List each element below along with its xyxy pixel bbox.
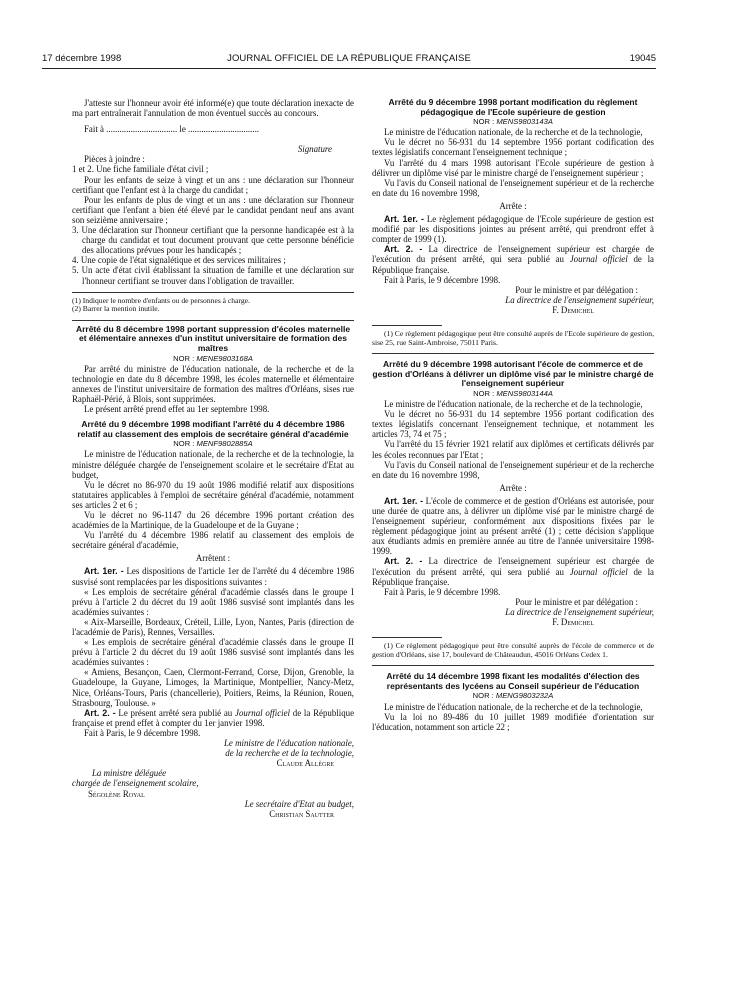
signatory-role: de la recherche et de la technologie, bbox=[225, 748, 354, 759]
right-column bbox=[372, 98, 654, 732]
signatory-name: Ségolène Royal bbox=[88, 788, 145, 799]
decree-paragraph: Vu le décret no 56-931 du 14 septembre 1956 portant codification des textes législatifs concernant l'enseignement technique, et notamment les articles 73, 74 et 75 ; bbox=[372, 409, 654, 440]
decree-paragraph: Vu le décret no 86-970 du 19 août 1986 modifié relatif aux dispositions statutaires applicables à l'emploi de secrétaire général d'académie, notamment ses articles 2 et 6 ; bbox=[72, 479, 354, 510]
piece-item: 4. Une copie de l'état signalétique et des services militaires ; bbox=[72, 255, 286, 266]
fait-date: Fait à Paris, le 9 décembre 1998. bbox=[384, 586, 501, 597]
decree-title: Arrêté du 9 décembre 1998 autorisant l'école de commerce et de gestion d'Orléans à délivrer un diplôme visé par le ministre chargé de l'enseignement supérieur bbox=[372, 359, 654, 389]
footnote: (1) Indiquer le nombre d'enfants ou de personnes à charge. bbox=[72, 295, 250, 305]
nor-reference: NOR : MENF9802885A bbox=[173, 439, 253, 449]
decree-paragraph: Vu l'avis du Conseil national de l'enseignement supérieur et de la recherche en date du 16 novembre 1998, bbox=[372, 177, 654, 198]
arrete-label: Arrête : bbox=[499, 200, 527, 211]
arretent-label: Arrêtent : bbox=[195, 553, 231, 564]
piece-item: 5. Un acte d'état civil établissant la situation de famille et une déclaration sur l'honneur certifiant se trouver dans l'obligation de travailler. bbox=[72, 265, 354, 286]
signatory-name: F. Demichel bbox=[552, 617, 594, 627]
footnote: (2) Barrer la mention inutile. bbox=[72, 304, 160, 314]
decree-paragraph: Vu l'arrêté du 4 mars 1998 autorisant l'Ecole supérieure de gestion à délivrer un diplôme visé par le ministre chargé de l'enseignement supérieur ; bbox=[372, 157, 654, 178]
signatory-role: La ministre déléguée bbox=[92, 768, 167, 779]
nor-reference: NOR : MENG9803232A bbox=[472, 691, 554, 701]
decree-paragraph: Le ministre de l'éducation nationale, de la recherche et de la technologie, la ministre déléguée chargée de l'enseignement scolaire et le secrétaire d'Etat au budget, bbox=[72, 449, 354, 480]
header-rule bbox=[42, 68, 656, 69]
signatory-name: Claude Allègre bbox=[276, 758, 334, 769]
decree-paragraph: Vu l'arrêté du 15 février 1921 relatif aux diplômes et certificats délivrés par les écoles reconnues par l'Etat ; bbox=[372, 439, 654, 460]
pieces-heading: Pièces à joindre : bbox=[84, 154, 145, 165]
article-1: Art. 1er. - Le règlement pédagogique de l'Ecole supérieure de gestion est modifié par les dispositions jointes au présent arrêté, qui prendront effet à compter de 1999 (1). bbox=[372, 214, 654, 245]
article-quote: « Les emplois de secrétaire général d'académie classés dans le groupe I prévu à l'article 2 du décret du 19 août 1986 susvisé sont implantés dans les académies suivantes : bbox=[72, 586, 354, 617]
footnote: (1) Ce règlement pédagogique peut être consulté auprès de l'école de commerce et de gestion d'Orléans, sise 17, boulevard de Châteaudun, 45016 Orléans Cedex 1. bbox=[372, 641, 654, 659]
signatory-name: F. Demichel bbox=[552, 304, 594, 315]
decree-paragraph: Par arrêté du ministre de l'éducation nationale, de la recherche et de la technologie en date du 8 décembre 1998, les écoles maternelle et élémentaire annexes de l'institut universitaire de formation des maîtres d'Orléans, sises rue Raphaël-Périé, à Blois, sont supprimées. bbox=[72, 363, 354, 404]
left-column bbox=[72, 98, 354, 819]
decree-paragraph: Le ministre de l'éducation nationale, de la recherche et de la technologie, bbox=[384, 701, 643, 712]
decree-paragraph: Vu le décret no 56-931 du 14 septembre 1956 portant codification des textes législatifs concernant l'enseignement technique ; bbox=[372, 137, 654, 158]
signature-label: Signature bbox=[297, 144, 332, 155]
header-date: 17 décembre 1998 bbox=[42, 53, 122, 64]
signatory-role: Le secrétaire d'Etat au budget, bbox=[244, 798, 354, 809]
article-quote: « Les emplois de secrétaire général d'académie classés dans le groupe II prévu à l'article 2 du décret du 19 août 1986 susvisé sont implantés dans les académies suivantes : bbox=[72, 637, 354, 668]
signatory-pre: Pour le ministre et par délégation : bbox=[515, 284, 638, 295]
decree-paragraph: Le ministre de l'éducation nationale, de la recherche et de la technologie, bbox=[384, 399, 643, 410]
signatory-role: La directrice de l'enseignement supérieur, bbox=[505, 294, 654, 305]
page-header bbox=[42, 53, 656, 67]
fait-date: Fait à Paris, le 9 décembre 1998. bbox=[384, 274, 501, 285]
decree-title: Arrêté du 9 décembre 1998 modifiant l'arrêté du 4 décembre 1986 relatif au classement des emplois de secrétaire général d'académie bbox=[77, 419, 349, 439]
article-1: Art. 1er. - Les dispositions de l'article 1er de l'arrêté du 4 décembre 1986 susvisé sont remplacées par les dispositions suivantes : bbox=[72, 566, 355, 587]
decree-title: Arrêté du 9 décembre 1998 portant modification du règlement pédagogique de l'Ecole supérieure de gestion bbox=[388, 97, 638, 117]
article-1: Art. 1er. - L'école de commerce et de gestion d'Orléans est autorisée, pour une durée de quatre ans, à délivrer un diplôme visé par le ministre chargé de l'enseignement supérieur, conformément aux dispositions fixées par le règlement pédagogique joint au présent arrêté (1) ; cette décision s'applique aux étudiants admis en première année au titre de l'année universitaire 1998-1999. bbox=[372, 495, 654, 557]
piece-item: Pour les enfants de seize à vingt et un ans : une déclaration sur l'honneur certifiant que l'enfant est à la charge du candidat ; bbox=[72, 174, 354, 195]
nor-reference: NOR : MENS9803143A bbox=[473, 117, 553, 127]
decree-paragraph: Le présent arrêté prend effet au 1er septembre 1998. bbox=[84, 404, 270, 415]
decree-paragraph: Vu l'avis du Conseil national de l'enseignement supérieur et de la recherche en date du 16 novembre 1998, bbox=[372, 459, 654, 480]
signatory-role: La directrice de l'enseignement supérieur, bbox=[505, 606, 654, 617]
arrete-label: Arrête : bbox=[499, 482, 527, 493]
article-2: Art. 2. - Le présent arrêté sera publié au Journal officiel de la République française et prend effet à compter du 1er janvier 1998. bbox=[72, 707, 355, 728]
article-2: Art. 2. - La directrice de l'enseignement supérieur est chargée de l'exécution du présent arrêté, qui sera publié au Journal officiel de la République française. bbox=[372, 244, 654, 275]
nor-reference: NOR : MENE9803168A bbox=[173, 353, 253, 363]
footnote: (1) Ce règlement pédagogique peut être consulté auprès de l'Ecole supérieure de gestion, sise 25, rue Saint-Ambroise, 75011 Paris. bbox=[372, 328, 654, 347]
decree-paragraph: Vu la loi no 89-486 du 10 juillet 1989 modifiée d'orientation sur l'éducation, notamment son article 22 ; bbox=[372, 711, 654, 732]
signatory-role: chargée de l'enseignement scolaire, bbox=[72, 778, 199, 789]
header-page-number: 19045 bbox=[629, 53, 656, 64]
header-journal-title: JOURNAL OFFICIEL DE LA RÉPUBLIQUE FRANÇAISE bbox=[227, 53, 471, 64]
piece-item: 3. Une déclaration sur l'honneur certifiant que la personne handicapée est à la charge du candidat et tout document prouvant que cette personne bénéficie des allocations prévues pour les handicapés ; bbox=[72, 225, 354, 256]
signatory-role: Le ministre de l'éducation nationale, bbox=[224, 738, 354, 749]
article-2: Art. 2. - La directrice de l'enseignement supérieur est chargée de l'exécution du présent arrêté, qui sera publié au Journal officiel de la République française. bbox=[372, 556, 654, 587]
decree-paragraph: Le ministre de l'éducation nationale, de la recherche et de la technologie, bbox=[384, 127, 643, 138]
fait-date: Fait à Paris, le 9 décembre 1998. bbox=[84, 727, 201, 738]
decree-title: Arrêté du 14 décembre 1998 fixant les modalités d'élection des représentants des lycéens au Conseil supérieur de l'éducation bbox=[386, 671, 640, 691]
signatory-pre: Pour le ministre et par délégation : bbox=[515, 596, 638, 607]
piece-item: 1 et 2. Une fiche familiale d'état civil ; bbox=[72, 164, 209, 175]
piece-item: Pour les enfants de plus de vingt et un ans : une déclaration sur l'honneur certifiant que l'enfant a bien été élevé par le candidat pendant neuf ans avant son seizième anniversaire ; bbox=[72, 194, 354, 225]
attestation-text: J'atteste sur l'honneur avoir été informé(e) que toute déclaration inexacte de ma part entraînerait l'annulation de mon éventuel succès au concours. bbox=[72, 98, 354, 119]
article-quote: « Amiens, Besançon, Caen, Clermont-Ferrand, Corse, Dijon, Grenoble, la Guadeloupe, la Guyane, Limoges, la Martinique, Montpellier, Nancy-Metz, Nice, Orléans-Tours, Paris (chancellerie), Poitiers, Reims, la Réunion, Rouen, Strasbourg, Toulouse. » bbox=[72, 667, 354, 708]
signatory-name: Christian Sautter bbox=[269, 808, 334, 819]
decree-paragraph: Vu l'arrêté du 4 décembre 1986 relatif au classement des emplois de secrétaire général d'académie, bbox=[72, 530, 354, 551]
fait-line: Fait à ................................ le ................................ bbox=[84, 124, 260, 135]
article-quote: « Aix-Marseille, Bordeaux, Créteil, Lille, Lyon, Nantes, Paris (direction de l'académie de Paris), Rennes, Versailles. bbox=[72, 616, 354, 637]
decree-paragraph: Vu le décret no 96-1147 du 26 décembre 1996 portant création des académies de la Martinique, de la Guadeloupe et de la Guyane ; bbox=[72, 509, 354, 531]
nor-reference: NOR : MENS9803144A bbox=[473, 388, 553, 398]
decree-title: Arrêté du 8 décembre 1998 portant suppression d'écoles maternelle et élémentaire annexes d'un institut universitaire de formation des maîtres bbox=[75, 323, 351, 353]
